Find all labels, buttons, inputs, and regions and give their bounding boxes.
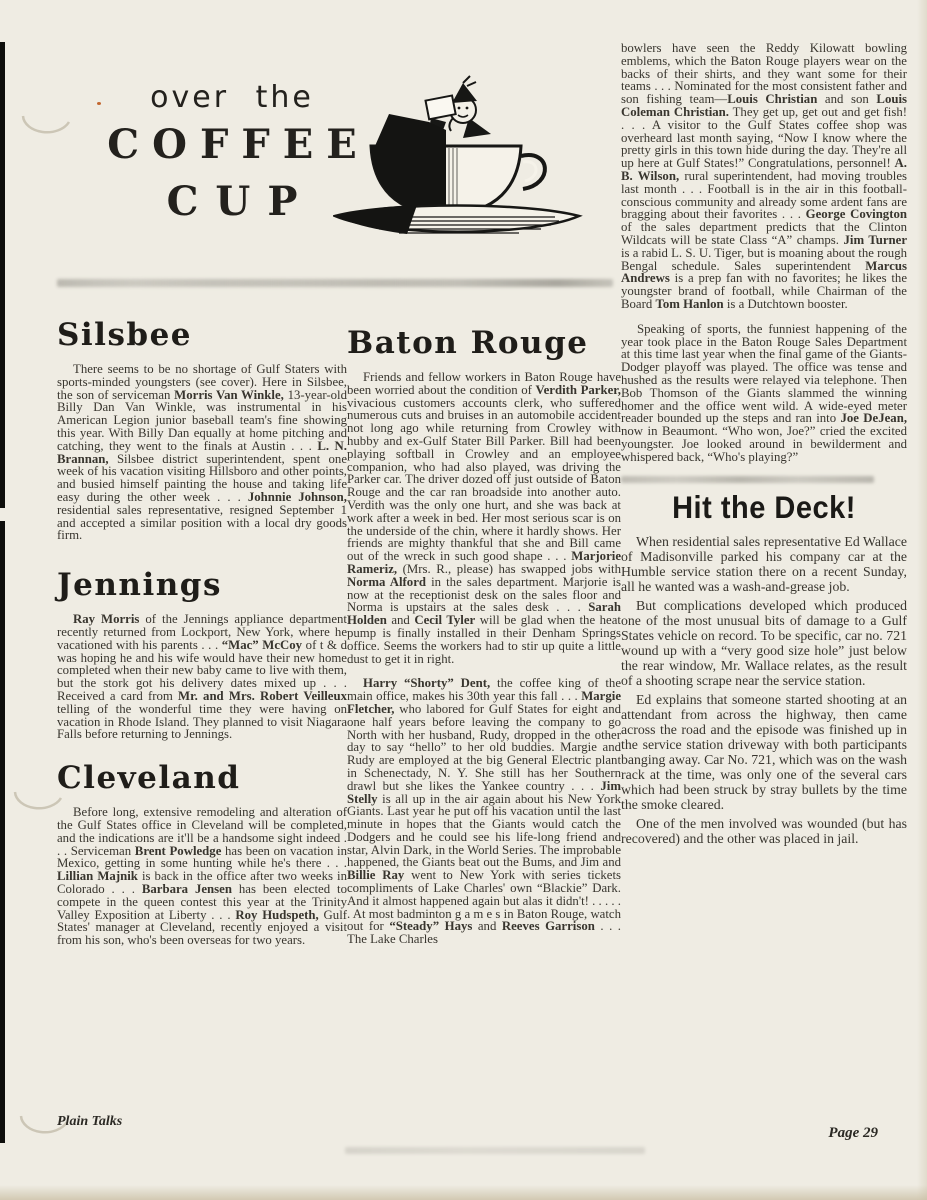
heading-baton-rouge: Baton Rouge (347, 325, 589, 361)
separator-smudge-right (621, 476, 874, 483)
column-right (621, 42, 907, 846)
paragraph: bowlers have seen the Reddy Kilowatt bowling emblems, which the Baton Rouge players wear on the backs of their shirts, and they want some for their teams . . . Nominated for the most consistent father and son fishing team—Louis Christian and son Louis Coleman Christian. They get up, get out and get fish! . . . A visitor to the Gulf States coffee shop was overheard last month saying, “Now I know where the pretty girls in this town hide during the day. They're all up here at Gulf States!” Congratulations, personnel! A. B. Wilson, rural superintendent, had moving troubles last month . . . Football is in the air in this football-conscious community and already some ardent fans are bragging about their favorites . . . George Covington of the sales department predicts that the Clinton Wildcats will be state Class “A” champs. Jim Turner is a rabid L. S. U. Tiger, but is moaning about the rough Bengal schedule. Sales superintendent Marcus Andrews is a prep fan with no favorites; he likes the youngster brand of football, while Chairman of the Board Tom Hanlon is a Dutchtown booster. (621, 41, 908, 311)
masthead-kicker: over the (150, 80, 314, 115)
separator-smudge-top (57, 279, 613, 287)
paragraph: Friends and fellow workers in Baton Rouge have been worried about the condition of Verdith Parker, vivacious customers accounts clerk, who suffered numerous cuts and bruises in an automobile accident not long ago while returning from Crowley with hubby and ex-Gulf Stater Bill Parker. Bill had been playing softball in Crowley and an employee companion, who had also played, was driving the Parker car. The driver dozed off just outside of Baton Rouge and the car ran broadside into another auto. Verdith was the only one hurt, and she was back at work after a week in bed. Her most serious scar is on the underside of the chin, where it hardly shows. Her friends are mighty thankful that she and Bill came out of the wreck in such good shape . . . Marjorie Rameriz, (Mrs. R., please) has swapped jobs with Norma Alford in the sales department. Marjorie is now at the receptionist desk on the sales floor and Norma is upstairs at the sales desk . . . Sarah Holden and Cecil Tyler will be glad when the heat pump is finally installed in their Denham Springs office. Seems the workers had to stir up quite a little dust to get it in right. (347, 370, 622, 666)
paragraph: Harry “Shorty” Dent, the coffee king of the main office, makes his 30th year this fall . . . Margie Fletcher, who labored for Gulf States for eight and one half years before leaving the company to go North with her husband, Rudy, dropped in the other day to say “hello” to her old buddies. Margie and Rudy are employed at the big General Electric plant in Schenectady, N. Y. She still has her Southern drawl but she likes the Yankee country . . . Jim Stelly is all up in the air again about his New York Giants. Last year he put off his vacation until the last minute in hopes that the Giants would catch the Dodgers and he could see his life-long friend and star, Alvin Dark, in the World Series. The improbable happened, the Giants beat out the Bums, and Jim and Billie Ray went to New York with series tickets compliments of Lake Charles' own “Blackie” Dark. And it almost happened again but alas it didn't! . . . . . . At most badminton g a m e s in Baton Rouge, watch out for “Steady” Hays and Reeves Garrison . . . The Lake Charles (347, 676, 622, 947)
paragraph: Speaking of sports, the funniest happening of the year took place in the Baton Rouge Sales Department at this time last year when the final game of the Giants-Dodger playoff was played. The office was tense and hushed as the results were relayed via telephone. Then Bob Thomson of the Giants slammed the winning homer and the office went wild. A wide-eyed meter reader bounded up the steps and ran into Joe DeJean, now in Beaumont. “Who won, Joe?” cried the excited youngster. Joe looked around in bewilderment and whispered back, “Who's playing?” (621, 321, 908, 464)
scan-edge-left (0, 42, 5, 508)
paragraph: One of the men involved was wounded (but has recovered) and the other was placed in jail. (621, 815, 907, 846)
heading-silsbee: Silsbee (57, 317, 193, 353)
heading-hit-the-deck: Hit the Deck! (672, 490, 856, 525)
masthead-title-coffee: COFFEE (107, 121, 370, 168)
scan-edge-left (0, 521, 5, 1143)
paragraph: Ray Morris of the Jennings appliance department recently returned from Lockport, New York, where he vacationed with his parents . . . “Mac” McCoy of t & d was hoping he and his wife would have their new home completed when their new baby came to live with them, but the stork got his delivery dates mixed up . . . Received a card from Mr. and Mrs. Robert Veilleux telling of the wonderful time they were having on vacation in Rhode Island. They planned to visit Niagara Falls before returning to Jennings. (57, 612, 348, 742)
paragraph: There seems to be no shortage of Gulf Staters with sports-minded youngsters (see cover). Here in Silsbee, the son of serviceman Morris Van Winkle, 13-year-old Billy Dan Van Winkle, was instrumental in his American Legion junior baseball team's fine showing this year. With Billy Dan equally at home pitching and catching, they went to the finals at Austin . . . L. N. Brannan, Silsbee district superintendent, spent one week of his vacation visiting Hillsboro and other points, and busied himself painting the house and taking life easy during the other week . . . Johnnie Johnson, residential sales representative, resigned September 1 and accepted a similar position with a local dry goods firm. (57, 362, 347, 543)
paragraph: When residential sales representative Ed Wallace of Madisonville parked his company car at the Humble service station there on a recent Sunday, all he wanted was a wash-and-grease job. (621, 533, 907, 594)
masthead-title-cup: CUP (166, 178, 315, 225)
paper-edge-bottom (0, 1185, 927, 1200)
coffee-cup-illustration (333, 70, 583, 242)
page-number: Page 29 (828, 1125, 878, 1141)
separator-smudge-bottom (345, 1147, 645, 1154)
column-left (57, 317, 348, 948)
journal-title: Plain Talks (57, 1114, 123, 1129)
punch-hole (20, 104, 72, 138)
paragraph: But complications developed which produced one of the most unusual bits of damage to a Gulf States vehicle on record. To be specific, car no. 721 wound up with a “very good size hole” just below the rear window, Mr. Wallace relates, as the result of a shooting scrape near the service station. (621, 597, 907, 688)
heading-cleveland: Cleveland (57, 760, 241, 797)
paragraph: Before long, extensive remodeling and alteration of the Gulf States office in Cleveland will be completed, and the indications are it'll be a handsome sight indeed . . . Serviceman Brent Powledge has been on vacation in Mexico, getting in some hunting while he's there . . . Lillian Majnik is back in the office after two weeks in Colorado . . . Barbara Jensen has been elected to compete in the queen contest this year at the Trinity Valley Exposition at Liberty . . . Roy Hudspeth, Gulf States' manager at Cleveland, recently enjoyed a visit from his son, who's been overseas for two years. (57, 805, 348, 948)
paper-edge-right (917, 0, 927, 1200)
column-middle (347, 325, 622, 947)
paragraph: Ed explains that someone started shooting at an attendant from across the highway, then came across the road and the episode was finished up in the service station driveway with both participants banging away. Car No. 721, which was on the wash rack at the time, was only one of the several cars which had been struck by stray bullets by the time the smoke cleared. (621, 691, 907, 812)
heading-jennings: Jennings (57, 567, 222, 604)
